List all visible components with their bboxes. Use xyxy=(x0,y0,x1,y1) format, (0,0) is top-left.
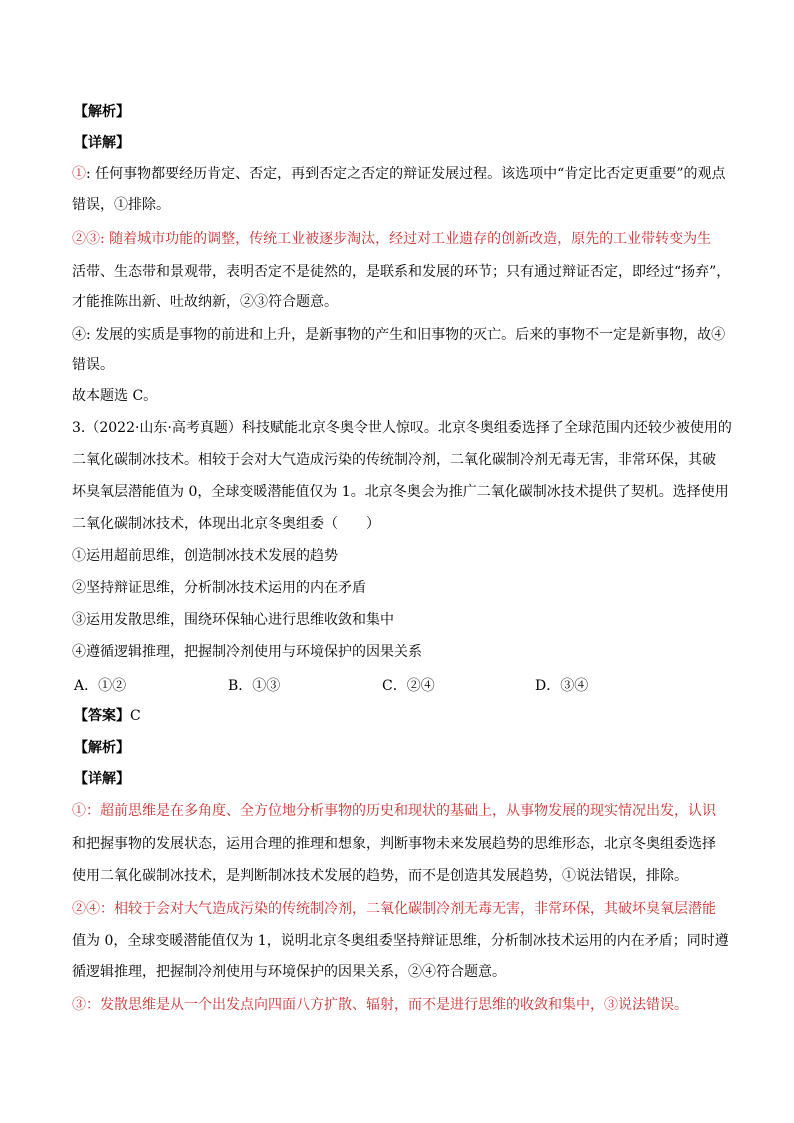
marker-1: ① xyxy=(72,166,86,182)
conclusion: 故本题选 C。 xyxy=(72,388,158,404)
answer-line xyxy=(74,706,141,726)
statement-2: ②坚持辩证思维，分析制冰技术运用的内在矛盾 xyxy=(72,580,366,596)
explanation-3-line-1: ④: 发展的实质是事物的前进和上升，是新事物的产生和旧事物的灭亡。后来的事物不一定是新事物，故④ xyxy=(72,327,726,343)
option-c: C．②④ xyxy=(382,678,435,694)
explanation-1-text: : 任何事物都要经历肯定、否定，再到否定之否定的辩证发展过程。该选项中“肯定比否定更重要”的观点 xyxy=(86,166,726,182)
analysis-heading: 【解析】 xyxy=(74,104,130,120)
option-d: D．③④ xyxy=(535,678,589,694)
detail-heading-2: 【详解】 xyxy=(74,771,130,787)
analysis-heading-2: 【解析】 xyxy=(74,740,130,756)
explanation-1-line-2: 错误，①排除。 xyxy=(72,197,170,213)
explanation-1-line-1 xyxy=(72,164,725,184)
q3-explanation-2-line-2: 值为 0，全球变暖潜能值仅为 1，说明北京冬奥组委坚持辩证思维，分析制冰技术运用的内在矛盾；同时遵 xyxy=(72,933,729,949)
statement-4: ④遵循逻辑推理，把握制冷剂使用与环境保护的因果关系 xyxy=(72,644,422,660)
q3-explanation-1-line-2: 和把握事物的发展状态，运用合理的推理和想象，判断事物未来发展趋势的思维形态，北京冬奥组委选择 xyxy=(72,836,716,852)
question-3-stem-line-3: 坏臭氧层潜能值为 0，全球变暖潜能值仅为 1。北京冬奥会为推广二氧化碳制冰技术提供了契机。选择使用 xyxy=(72,484,729,500)
explanation-3-line-2: 错误。 xyxy=(72,357,114,373)
q3-explanation-2-line-3: 循逻辑推理，把握制冷剂使用与环境保护的因果关系，②④符合题意。 xyxy=(72,964,506,980)
statement-3: ③运用发散思维，围绕环保轴心进行思维收敛和集中 xyxy=(72,612,394,628)
question-3-stem-line-2: 二氧化碳制冰技术。相较于会对大气造成污染的传统制冷剂，二氧化碳制冷剂无毒无害，非常环保，其破 xyxy=(72,452,716,468)
explanation-2-line-3: 才能推陈出新、吐故纳新，②③符合题意。 xyxy=(72,294,338,310)
question-3-stem-line-4: 二氧化碳制冰技术，体现出北京冬奥组委（ ） xyxy=(72,516,380,532)
explanation-2-line-2: 活带、生态带和景观带，表明否定不是徒然的，是联系和发展的环节；只有通过辩证否定，即经过“扬弃”， xyxy=(72,264,731,280)
statement-1: ①运用超前思维，创造制冰技术发展的趋势 xyxy=(72,548,338,564)
question-3-stem-line-1: 3.（2022·山东·高考真题）科技赋能北京冬奥令世人惊叹。北京冬奥组委选择了全球范围内还较少被使用的 xyxy=(72,420,732,436)
option-a: A．①② xyxy=(74,678,127,694)
q3-explanation-1-line-1: ①：超前思维是在多角度、全方位地分析事物的历史和现状的基础上，从事物发展的现实情况出发，认识 xyxy=(72,803,716,819)
q3-explanation-1-line-3: 使用二氧化碳制冰技术，是判断制冰技术发展的趋势，而不是创造其发展趋势，①说法错误，排除。 xyxy=(72,868,688,884)
q3-explanation-2-line-1: ②④：相较于会对大气造成污染的传统制冷剂，二氧化碳制冷剂无毒无害，非常环保，其破坏臭氧层潜能 xyxy=(72,901,716,917)
q3-explanation-3-line-1: ③：发散思维是从一个出发点向四面八方扩散、辐射，而不是进行思维的收敛和集中，③说法错误。 xyxy=(72,997,688,1013)
detail-heading: 【详解】 xyxy=(74,135,130,151)
answer-value: C xyxy=(130,708,141,724)
explanation-2-line-1: ②③: 随着城市功能的调整，传统工业被逐步淘汰，经过对工业遗存的创新改造，原先的工业带转变为生 xyxy=(72,231,712,247)
option-b: B．①③ xyxy=(228,678,281,694)
answer-label: 【答案】 xyxy=(74,708,130,724)
